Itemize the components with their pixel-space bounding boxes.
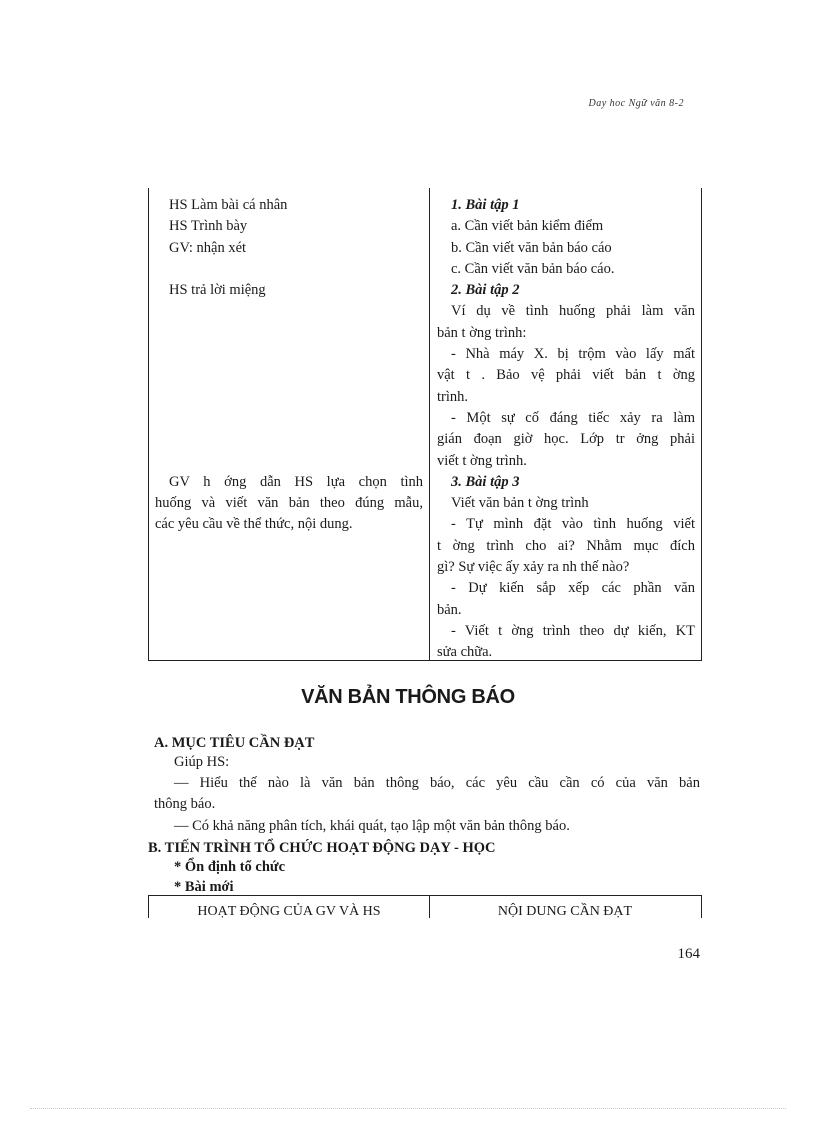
section-b-step-1: * Ổn định tổ chức [174,859,286,875]
table-cell-line: GV: nhận xét [169,239,247,256]
table-cell-line: bản. [437,601,462,618]
table-cell-line: các yêu cầu về thể thức, nội dung. [155,516,353,533]
exercise-heading: 1. Bài tập 1 [451,197,520,213]
table-cell-line: trình. [437,388,469,405]
table-cell-line: - Dự kiến sắp xếp các phần văn [451,580,695,597]
table-cell-line: HS Làm bài cá nhân [169,197,288,213]
table-cell-line: viết t ờng trình. [437,452,527,469]
section-b-step-2: * Bài mới [174,879,234,895]
column-header-content: NỘI DUNG CẦN ĐẠT [497,904,633,918]
column-header-activities: HOẠT ĐỘNG CỦA GV VÀ HS [197,904,381,918]
lesson-title: VĂN BẢN THÔNG BÁO [301,686,515,708]
table-cell-line: c. Cần viết văn bản báo cáo. [451,260,615,277]
exercise-heading: 3. Bài tập 3 [451,473,520,490]
teacher-student-activity-column [155,195,423,536]
section-a-heading: A. MỤC TIÊU CẦN ĐẠT [154,735,315,751]
table-cell-line: gì? Sự việc ấy xảy ra nh thế nào? [437,559,630,576]
section-b-heading: B. TIẾN TRÌNH TỔ CHỨC HOẠT ĐỘNG DẠY - HỌC [148,840,496,856]
table-cell-line: GV h ớng dẫn HS lựa chọn tình [169,473,423,490]
activity-table-header [148,895,702,918]
section-a-goal-1-cont: thông báo. [154,796,216,812]
exercise-heading: 2. Bài tập 2 [451,282,520,299]
activity-table [148,188,702,661]
table-cell-line: bản t ờng trình: [437,324,527,341]
footer-divider [30,1108,786,1109]
table-cell-line: - Một sự cố đáng tiếc xảy ra làm [451,409,695,426]
running-header: Day hoc Ngữ văn 8-2 [588,98,684,109]
table-cell-line: - Nhà máy X. bị trộm vào lấy mất [451,346,695,363]
table-cell-line: HS Trình bày [169,218,248,235]
table-cell-line: vật t . Bảo vệ phải viết bản t ờng [437,367,695,384]
content-column [437,195,695,664]
table-column-divider [429,188,430,660]
table-cell-line: gián đoạn giờ học. Lớp tr ởng phải [437,431,695,448]
table-cell-line: Ví dụ về tình huống phải làm văn [451,303,695,320]
table-cell-line: HS trả lời miệng [169,282,266,299]
table-cell-line: sửa chữa. [437,644,493,661]
section-a-intro: Giúp HS: [174,754,230,770]
section-a-goal-2: — Có khả năng phân tích, khái quát, tạo lập một văn bản thông báo. [174,818,570,834]
page-number: 164 [677,946,700,962]
table-cell-line: - Viết t ờng trình theo dự kiến, KT [451,622,695,639]
section-a-goal-1: — Hiểu thế nào là văn bản thông báo, các yêu cầu cần có của văn bản [174,775,700,791]
table-cell-line: t ờng trình cho ai? Nhằm mục đích [437,537,695,554]
table-cell-line: a. Cần viết bản kiểm điểm [451,218,604,235]
table-cell-line: huống và viết văn bản theo đúng mẫu, [155,495,423,512]
table-cell-line: Viết văn bản t ờng trình [451,495,589,512]
table-cell-line: - Tự mình đặt vào tình huống viết [451,516,695,533]
table-cell-line: b. Cần viết văn bản báo cáo [451,239,612,256]
